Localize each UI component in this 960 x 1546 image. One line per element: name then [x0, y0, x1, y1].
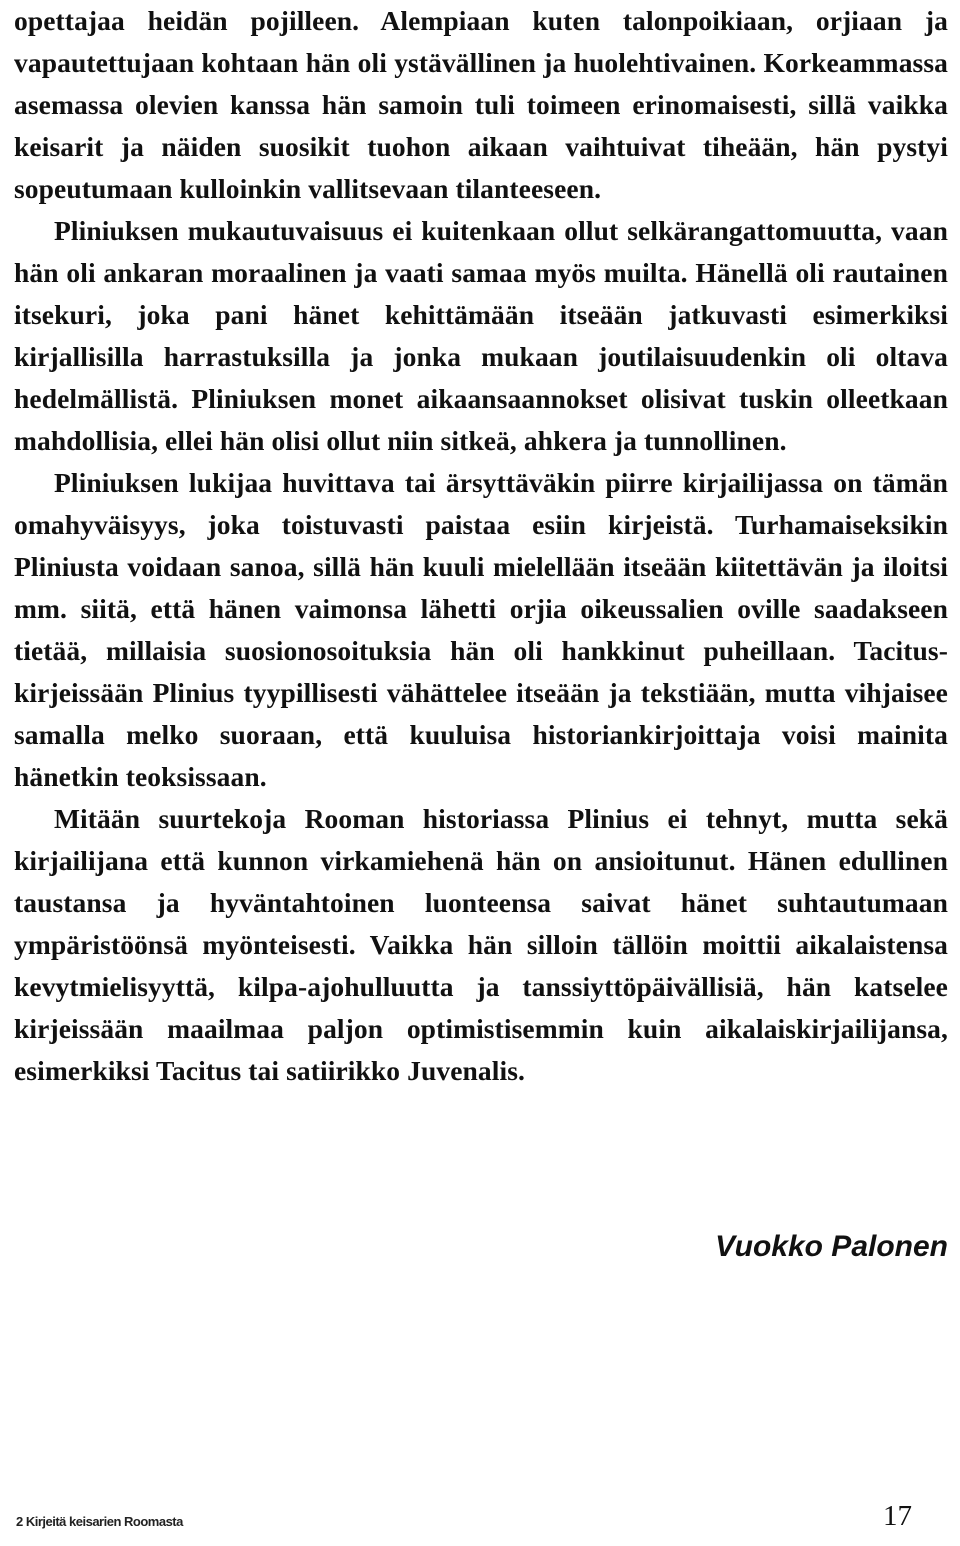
body-text [14, 0, 948, 1092]
document-page [14, 0, 948, 1546]
paragraph-3: Pliniuksen lukijaa huvittava tai ärsyttäväkin piirre kirjailijassa on tämän omahyväisyys, joka toistuvasti paistaa esiin kirjeistä. Turhamaiseksikin Pliniusta voidaan sanoa, sillä hän kuuli mielellään itseään kiitettävän ja iloitsi mm. siitä, että hänen vaimonsa lähetti orjia oikeussalien oville saadakseen tietää, millaisia suosionosoituksia hän oli hankkinut puheillaan. Tacitus-kirjeissään Plinius tyypillisesti vähättelee itseään ja tekstiään, mutta vihjaisee samalla melko suoraan, että kuuluisa historiankirjoittaja voisi mainita hänetkin teoksissaan. [14, 467, 948, 792]
author-signature: Vuokko Palonen [715, 1230, 948, 1263]
page-footer [14, 1500, 948, 1540]
paragraph-1: opettajaa heidän pojilleen. Alempiaan kuten talonpoikiaan, orjiaan ja vapautettujaan kohtaan hän oli ystävällinen ja huolehtivainen. Korkeammassa asemassa olevien kanssa hän samoin tuli toimeen erinomaisesti, sillä vaikka keisarit ja näiden suosikit tuohon aikaan vaihtuivat tiheään, hän pystyi sopeutumaan kulloinkin vallitsevaan tilanteeseen. [14, 5, 948, 204]
paragraph-4: Mitään suurtekoja Rooman historiassa Plinius ei tehnyt, mutta sekä kirjailijana että kunnon virkamiehenä hän on ansioitunut. Hänen edullinen taustansa ja hyväntahtoinen luonteensa saivat hänet suhtautumaan ympäristöönsä myönteisesti. Vaikka hän silloin tällöin moittii aikalaistensa kevytmielisyyttä, kilpa-ajohulluutta ja tanssiyttöpäivällisiä, hän katselee kirjeissään maailmaa paljon optimistisemmin kuin aikalaiskirjailijansa, esimerkiksi Tacitus tai satiirikko Juvenalis. [14, 803, 948, 1086]
footer-note: 2 Kirjeitä keisarien Roomasta [16, 1514, 183, 1529]
page-number: 17 [883, 1500, 912, 1532]
paragraph-2: Pliniuksen mukautuvaisuus ei kuitenkaan ollut selkärangattomuutta, vaan hän oli ankaran moraalinen ja vaati samaa myös muilta. Hänellä oli rautainen itsekuri, joka pani hänet kehittämään itseään jatkuvasti esimerkiksi kirjallisilla harrastuksilla ja jonka mukaan joutilaisuudenkin oli oltava hedelmällistä. Pliniuksen monet aikaansaannokset olisivat tuskin olleetkaan mahdollisia, ellei hän olisi ollut niin sitkeä, ahkera ja tunnollinen. [14, 215, 948, 456]
